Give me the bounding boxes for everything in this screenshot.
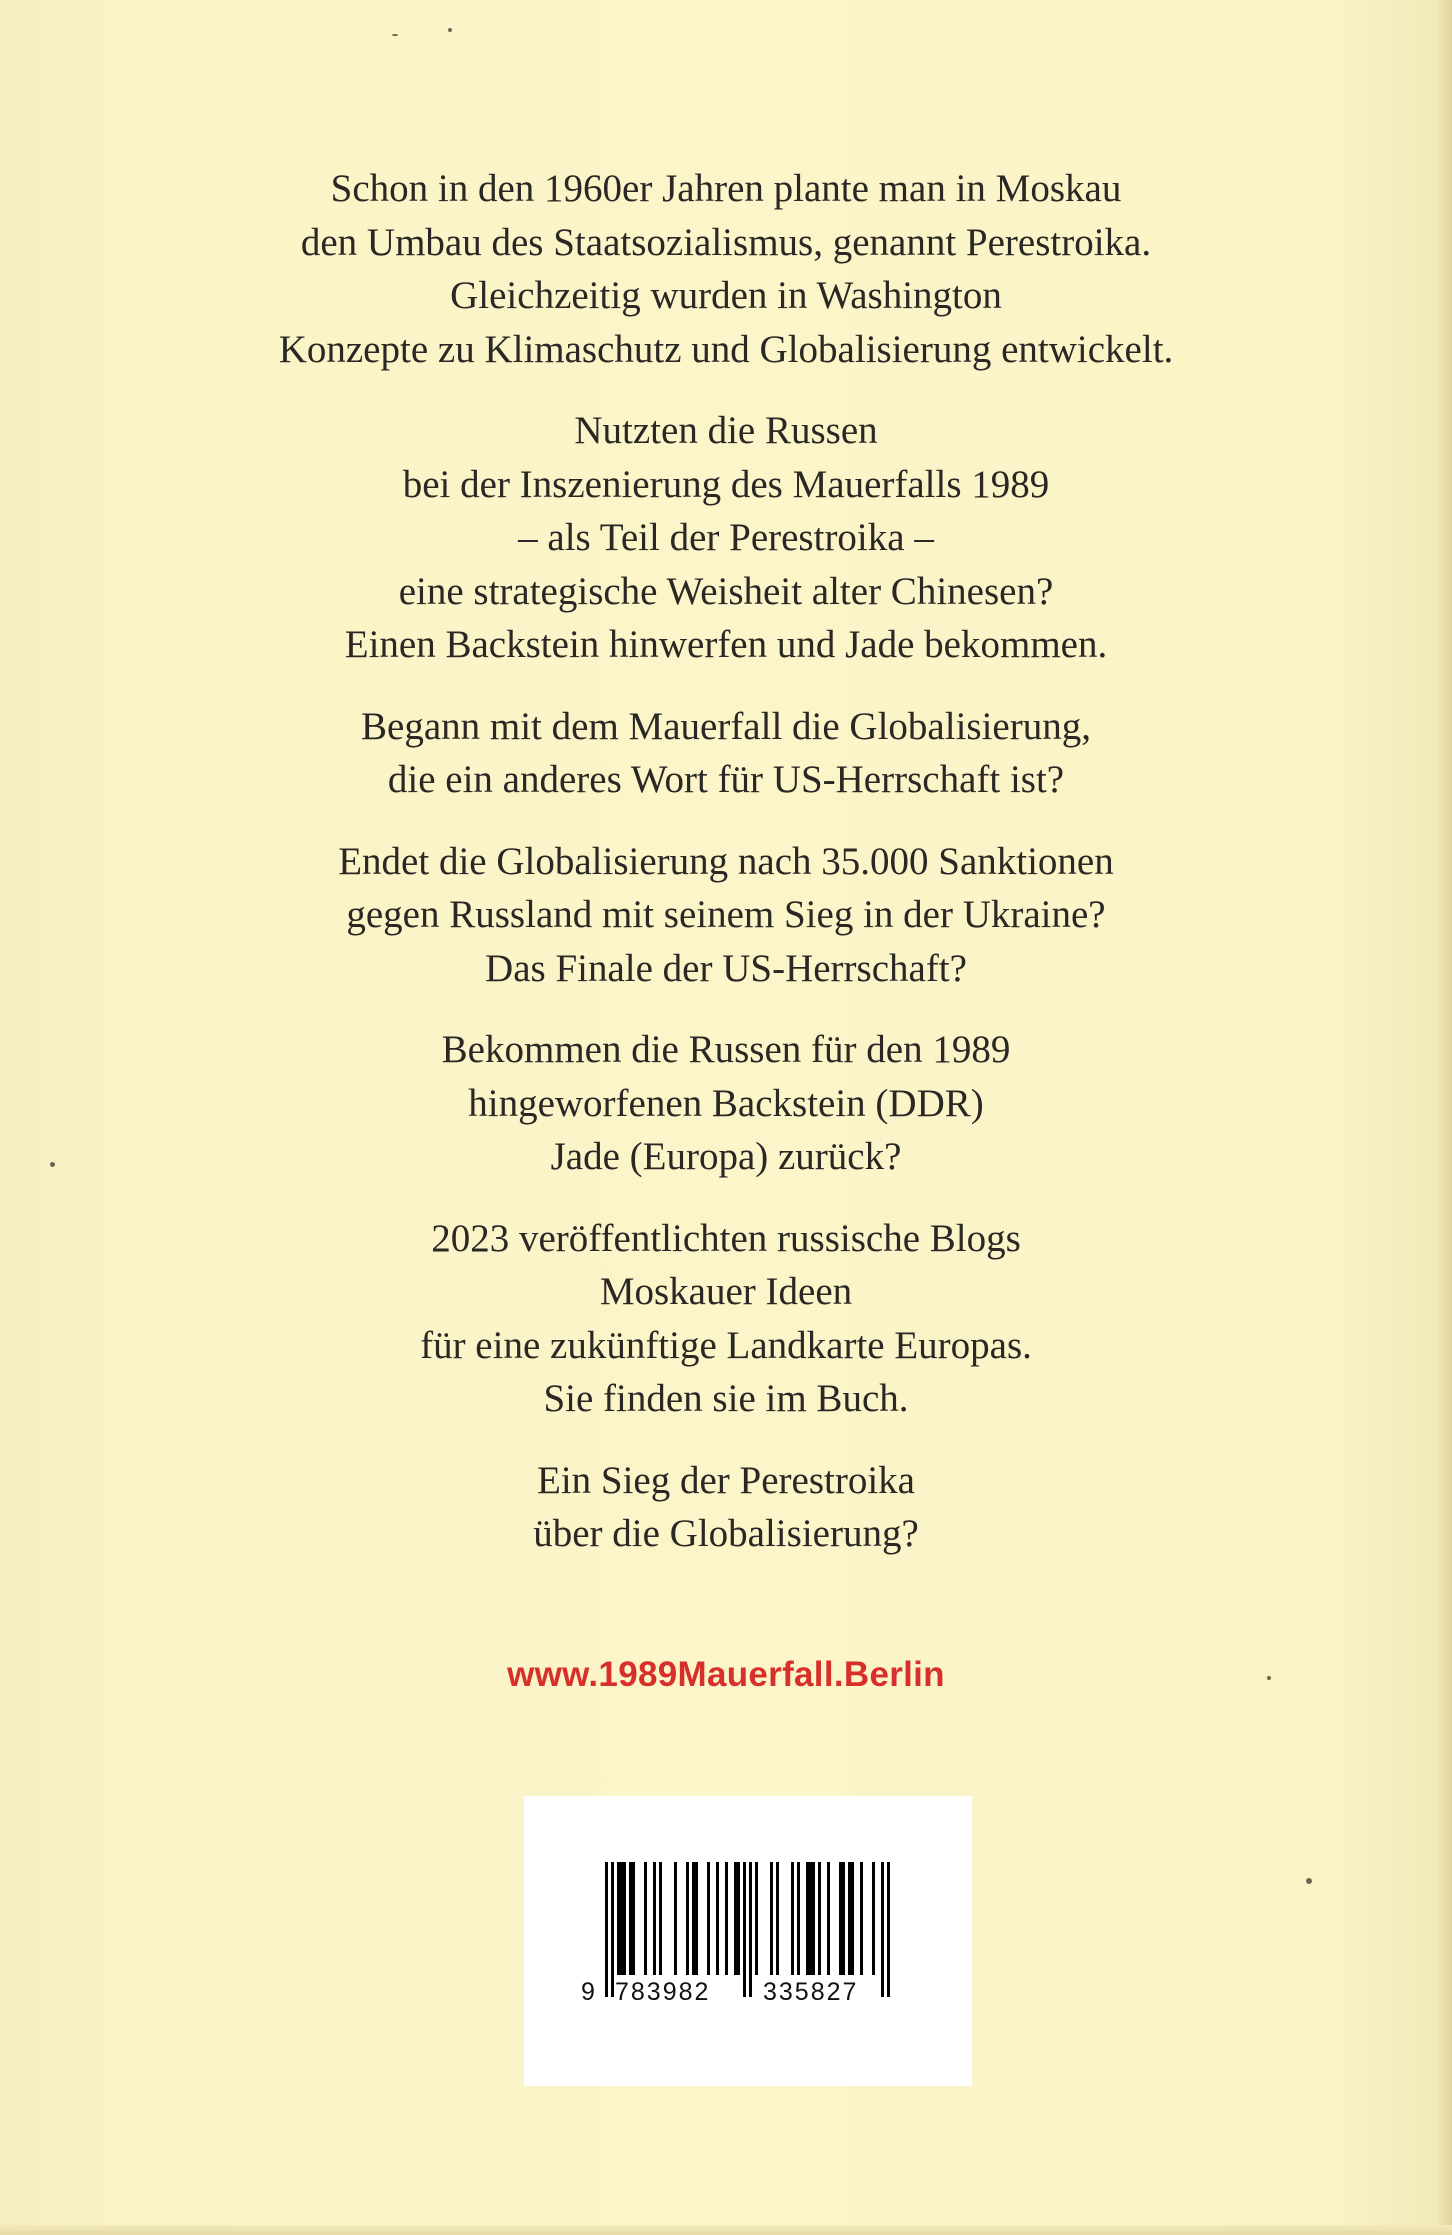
barcode-bar	[617, 1862, 620, 1975]
blurb-paragraph-3	[0, 700, 1452, 807]
blurb-line: bei der Inszenierung des Mauerfalls 1989	[402, 462, 1050, 506]
blurb-line: Jade (Europa) zurück?	[550, 1135, 902, 1178]
blurb-line: Das Finale der US-Herrschaft?	[485, 946, 967, 990]
barcode-bar	[776, 1862, 779, 1975]
blurb-line: Nutzten die Russen	[574, 409, 878, 452]
barcode-bar	[791, 1862, 794, 1975]
barcode-bar	[806, 1862, 809, 1975]
barcode-bar	[812, 1862, 815, 1975]
blurb-text	[0, 162, 1452, 1589]
barcode-digit-first: 9	[581, 1978, 595, 2006]
blurb-line: die ein anderes Wort für US-Herrschaft ist?	[387, 758, 1065, 801]
cover-speck	[448, 28, 452, 32]
cover-bottom-edge	[0, 2225, 1452, 2235]
barcode-bar	[644, 1862, 647, 1975]
blurb-line: eine strategische Weisheit alter Chinesen?	[398, 569, 1054, 613]
barcode-bar	[734, 1862, 737, 1975]
blurb-paragraph-5	[0, 1023, 1452, 1184]
barcode-guard-bar	[749, 1862, 752, 1997]
barcode-bar	[860, 1862, 863, 1975]
blurb-paragraph-1	[0, 162, 1452, 376]
blurb-line: für eine zukünftige Landkarte Europas.	[420, 1323, 1032, 1367]
barcode-digits-left: 783982	[615, 1978, 711, 2006]
cover-speck	[1306, 1878, 1312, 1884]
blurb-line: den Umbau des Staatsozialismus, genannt Perestroika.	[300, 220, 1152, 264]
blurb-line: Konzepte zu Klimaschutz und Globalisierung entwickelt.	[278, 327, 1174, 371]
barcode-bar	[620, 1862, 623, 1975]
barcode-guard-bar	[611, 1862, 614, 1997]
barcode-bar	[755, 1862, 758, 1975]
blurb-paragraph-4	[0, 835, 1452, 996]
barcode-bar	[809, 1862, 812, 1975]
blurb-line: Gleichzeitig wurden in Washington	[450, 274, 1002, 317]
barcode-bar	[686, 1862, 689, 1975]
blurb-line: Sie finden sie im Buch.	[543, 1377, 909, 1420]
barcode-bar	[716, 1862, 719, 1975]
blurb-line: Schon in den 1960er Jahren plante man in Moskau	[330, 167, 1122, 210]
blurb-line: Begann mit dem Mauerfall die Globalisierung,	[361, 704, 1091, 748]
barcode-bar	[674, 1862, 677, 1975]
blurb-paragraph-7	[0, 1454, 1452, 1561]
barcode-bar	[725, 1862, 728, 1975]
barcode-bar	[653, 1862, 656, 1975]
barcode-bar	[770, 1862, 773, 1975]
barcode-bar	[623, 1862, 626, 1975]
barcode-bar	[827, 1862, 830, 1975]
blurb-line: 2023 veröffentlichten russische Blogs	[431, 1216, 1021, 1260]
blurb-line: Endet die Globalisierung nach 35.000 Sanktionen	[338, 839, 1114, 883]
blurb-paragraph-2	[0, 404, 1452, 672]
barcode-bar	[695, 1862, 698, 1975]
barcode-bars	[524, 1796, 972, 2086]
barcode-bar	[818, 1862, 821, 1975]
blurb-line: hingeworfenen Backstein (DDR)	[468, 1081, 984, 1125]
blurb-line: Ein Sieg der Perestroika	[537, 1458, 915, 1502]
barcode-bar	[848, 1862, 851, 1975]
barcode-guard-bar	[887, 1862, 890, 1997]
barcode-bar	[737, 1862, 740, 1975]
barcode-bar	[692, 1862, 695, 1975]
barcode-bar	[797, 1862, 800, 1975]
isbn-barcode	[524, 1796, 972, 2086]
barcode-bar	[659, 1862, 662, 1975]
blurb-paragraph-6	[0, 1212, 1452, 1426]
barcode-bar	[707, 1862, 710, 1975]
barcode-bar	[632, 1862, 635, 1975]
blurb-line: gegen Russland mit seinem Sieg in der Ukraine?	[346, 893, 1106, 936]
blurb-line: – als Teil der Perestroika –	[518, 516, 934, 559]
barcode-guard-bar	[743, 1862, 746, 1997]
blurb-line: Einen Backstein hinwerfen und Jade bekommen.	[344, 623, 1108, 666]
barcode-bar	[842, 1862, 845, 1975]
cover-speck	[392, 34, 398, 36]
website-url: www.1989Mauerfall.Berlin	[507, 1655, 945, 1694]
barcode-bar	[872, 1862, 875, 1975]
barcode-guard-bar	[605, 1862, 608, 1997]
barcode-bar	[629, 1862, 632, 1975]
barcode-digits-right: 335827	[763, 1978, 859, 2006]
blurb-line: Bekommen die Russen für den 1989	[441, 1028, 1011, 1071]
blurb-line: Moskauer Ideen	[599, 1270, 853, 1313]
barcode-bar	[851, 1862, 854, 1975]
barcode-bar	[839, 1862, 842, 1975]
blurb-line: über die Globalisierung?	[533, 1512, 919, 1555]
barcode-guard-bar	[881, 1862, 884, 1997]
